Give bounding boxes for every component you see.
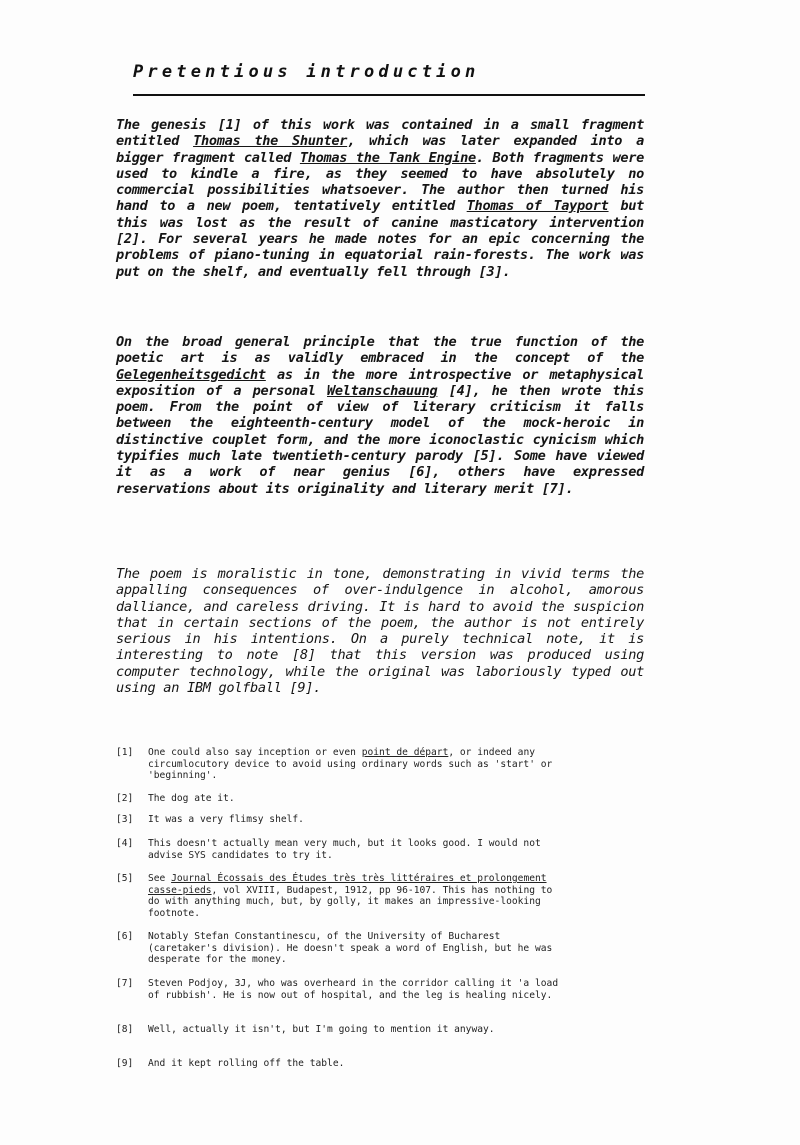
title-reference-thomas-of-tayport: Thomas of Tayport — [466, 198, 609, 215]
footnote-text: Notably Stefan Constantinescu, of the University of Bucharest (caretaker's division). He doesn't speak a word of English, but he was desperate for the money. — [148, 931, 553, 966]
paragraph-text: The poem is moralistic in tone, demonstrating in vivid terms the appalling consequences of over-indulgence in alcohol, amorous dalliance, and careless driving. It is hard to avoid the suspicion that in certain sections of the poem, the author is not entirely serious in his intentions. On a purely technical note, it is interesting to note [8] that this version was produced using computer technology, while the original was laboriously typed out using an IBM golfball [9]. — [116, 566, 644, 697]
footnote-mark: [2] — [116, 793, 134, 804]
paragraph-text: . Both fragments were used to kindle a fire, as they seemed to have absolutely no commercial possibilities whatsoever. The author then turned his hand to a new poem, tentatively entitled — [116, 149, 644, 215]
footnote-text: And it kept rolling off the table. — [148, 1058, 345, 1069]
footnote-text-part: , vol XVIII, Budapest, 1912, pp 96-107. This has nothing to do with anything much, but, by golly, it makes an impressive-looking footnote. — [148, 884, 553, 919]
term-gelegenheitsgedicht: Gelegenheitsgedicht — [116, 366, 266, 383]
title-reference-thomas-the-shunter: Thomas the Shunter — [193, 133, 348, 150]
footnote-mark: [5] — [116, 873, 134, 884]
paragraph-text: [4], he then wrote this poem. From the point of view of literary criticism it falls between the eighteenth-century model of the mock-heroic in distinctive couplet form, and the more iconoclastic cynicism which typifies much late twentieth-century parody [5]. Some have viewed it as a work of near genius [6], others have expressed reservations about its originality and literary merit [7]. — [116, 382, 644, 497]
footnote-text-part: One could also say inception or even — [148, 747, 362, 758]
paragraph-text: as in the more introspective or metaphysical exposition of a personal — [116, 366, 644, 399]
page-title: Pretentious introduction — [133, 62, 480, 82]
paragraph-text: but this was lost as the result of canine masticatory intervention [2]. For several years he made notes for an epic concerning the problems of piano-tuning in equatorial rain-forests. The work was put on the shelf, and eventually fell through [3]. — [116, 198, 645, 280]
footnote-text: Steven Podjoy, 3J, who was overheard in the corridor calling it 'a load of rubbish'. He is now out of hospital, and the leg is healing nicely. — [148, 978, 559, 1001]
footnote-text: It was a very flimsy shelf. — [148, 814, 304, 825]
paragraph-genesis — [116, 117, 644, 280]
footnote-text-part: , or indeed any circumlocutory device to avoid using ordinary words such as 'start' or 'beginning'. — [148, 747, 553, 782]
paragraph-principle — [116, 334, 644, 497]
footnote-mark: [9] — [116, 1058, 134, 1069]
footnote-text — [148, 873, 562, 919]
term-weltanschauung: Weltanschauung — [327, 382, 438, 399]
paragraph-text: On the broad general principle that the true function of the poetic art is as validly embraced in the concept of the — [116, 334, 644, 367]
footnote-mark: [7] — [116, 978, 134, 989]
term-point-de-depart: point de départ — [361, 747, 449, 758]
title-reference-thomas-the-tank-engine: Thomas the Tank Engine — [299, 149, 476, 166]
paragraph-text: The genesis [1] of this work was contained in a small fragment entitled — [116, 117, 644, 150]
footnote-mark: [8] — [116, 1024, 134, 1035]
footnote-mark: [6] — [116, 931, 134, 942]
citation-journal-title: Journal Écossais des Études très très littéraires et prolongement casse-pieds — [148, 873, 547, 896]
footnote-text: Well, actually it isn't, but I'm going to mention it anyway. — [148, 1024, 495, 1035]
footnote-text: This doesn't actually mean very much, but it looks good. I would not advise SYS candidates to try it. — [148, 838, 541, 861]
footnote-mark: [1] — [116, 747, 134, 758]
paragraph-moralistic — [116, 566, 644, 696]
footnote-text: The dog ate it. — [148, 793, 235, 804]
title-rule — [133, 94, 645, 96]
footnote-text-part: See — [148, 873, 172, 884]
paragraph-text: , which was later expanded into a bigger fragment called — [116, 133, 644, 166]
footnote-text — [148, 747, 562, 782]
footnote-mark: [3] — [116, 814, 134, 825]
footnote-mark: [4] — [116, 838, 134, 849]
